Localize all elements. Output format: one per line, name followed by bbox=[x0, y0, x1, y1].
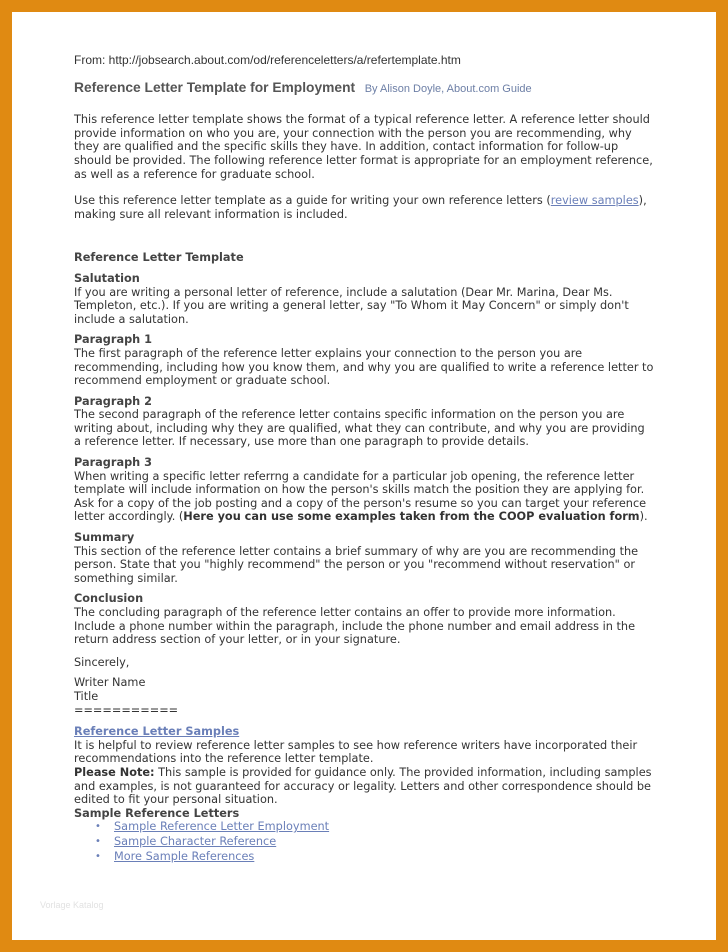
page-title: Reference Letter Template for Employment bbox=[74, 79, 356, 95]
sample-character-link[interactable]: Sample Character Reference bbox=[114, 835, 277, 849]
bullet-icon: • bbox=[95, 821, 101, 833]
sample-employment-link[interactable]: Sample Reference Letter Employment bbox=[114, 820, 330, 834]
conclusion-text: The concluding paragraph of the reference letter contains an offer to provide more information. Include a phone number within the paragraph, include the phone number and email address in the return address section of your letter, or in your signature. bbox=[74, 606, 636, 647]
samples-text: It is helpful to review reference letter samples to see how reference writers have incorporated their recommendations into the reference letter template. bbox=[74, 738, 638, 766]
bullet-icon: • bbox=[95, 850, 101, 862]
watermark: Vorlage Katalog bbox=[40, 900, 104, 910]
salutation-text: If you are writing a personal letter of reference, include a salutation (Dear Mr. Marina, Dear Ms. Templeton, etc.). If you are writing a general letter, say "To Whom it May Concern" or simply don't include a salutation. bbox=[74, 285, 629, 326]
samples-list bbox=[74, 820, 654, 864]
summary-heading: Summary bbox=[74, 531, 135, 545]
paragraph-3-text-end: ). bbox=[639, 510, 648, 524]
summary-text: This section of the reference letter contains a brief summary of why are you are recommending the person. State that you "highly recommend" the person or you "recommend without reservation" or something similar. bbox=[74, 544, 639, 585]
paragraph-2-text: The second paragraph of the reference letter contains specific information on the person you are writing about, including why they are qualified, what they can contribute, and why you are providing a reference letter. If necessary, use more than one paragraph to provide details. bbox=[74, 408, 645, 449]
intro-guide-text-start: Use this reference letter template as a guide for writing your own reference letters ( bbox=[74, 194, 551, 208]
title-row bbox=[74, 81, 654, 97]
list-item bbox=[95, 849, 654, 865]
intro-paragraph: This reference letter template shows the format of a typical reference letter. A reference letter should provide information on who you are, your connection with the person you are recommending, why they are qualified and the specific skills they have. In addition, contact information for follow-up should be provided. The following reference letter format is appropriate for an employment reference, as well as a reference for graduate school. bbox=[74, 113, 653, 181]
more-samples-link[interactable]: More Sample References bbox=[114, 849, 255, 863]
paragraph-1-text: The first paragraph of the reference letter explains your connection to the person you are recommending, including how you know them, and why you are qualified to write a reference letter to recommend employment or graduate school. bbox=[74, 346, 654, 388]
review-samples-link[interactable]: review samples bbox=[550, 194, 639, 208]
reference-letter-samples-link[interactable]: Reference Letter Samples bbox=[74, 725, 240, 739]
paragraph-3-bold-note: Here you can use some examples taken from the COOP evaluation form bbox=[183, 510, 640, 524]
author-byline: By Alison Doyle, About.com Guide bbox=[364, 82, 532, 95]
source-url-line: From: http://jobsearch.about.com/od/referenceletters/a/refertemplate.htm bbox=[74, 53, 461, 67]
conclusion-heading: Conclusion bbox=[74, 592, 144, 606]
writer-name: Writer Name bbox=[74, 676, 146, 690]
note-label: Please Note: bbox=[74, 765, 155, 779]
document-page bbox=[12, 12, 716, 940]
paragraph-1-heading: Paragraph 1 bbox=[74, 333, 152, 347]
list-item bbox=[95, 835, 654, 850]
closing-line: Sincerely, bbox=[74, 655, 130, 669]
paragraph-3-heading: Paragraph 3 bbox=[74, 456, 152, 470]
note-paragraph bbox=[74, 766, 654, 807]
samples-heading-row bbox=[74, 725, 654, 739]
paragraph-2-heading: Paragraph 2 bbox=[74, 394, 152, 408]
paragraph-3-text: When writing a specific letter referrng a candidate for a particular job opening, the reference letter template will include information on how the person's skills match the position they are applying for. Ask for a copy of the job posting and a copy of the person's resume so you can target your reference letter accordingly. ( bbox=[74, 469, 647, 524]
document-content bbox=[74, 54, 654, 865]
writer-title: Title bbox=[74, 689, 99, 703]
divider-line: =========== bbox=[74, 703, 179, 717]
salutation-heading: Salutation bbox=[74, 271, 140, 285]
paragraph-3-body bbox=[74, 470, 654, 524]
note-text: This sample is provided for guidance only. The provided information, including samples and examples, is not guaranteed for accuracy or legality. Letters and other correspondence should be edited to fit your personal situation. bbox=[74, 765, 652, 807]
list-item bbox=[95, 820, 654, 835]
samples-list-heading: Sample Reference Letters bbox=[74, 806, 240, 820]
bullet-icon: • bbox=[95, 836, 101, 848]
intro-guide-paragraph bbox=[74, 194, 654, 221]
template-heading: Reference Letter Template bbox=[74, 251, 244, 265]
intro-guide-text-end: ), making sure all relevant information is included. bbox=[74, 194, 647, 221]
